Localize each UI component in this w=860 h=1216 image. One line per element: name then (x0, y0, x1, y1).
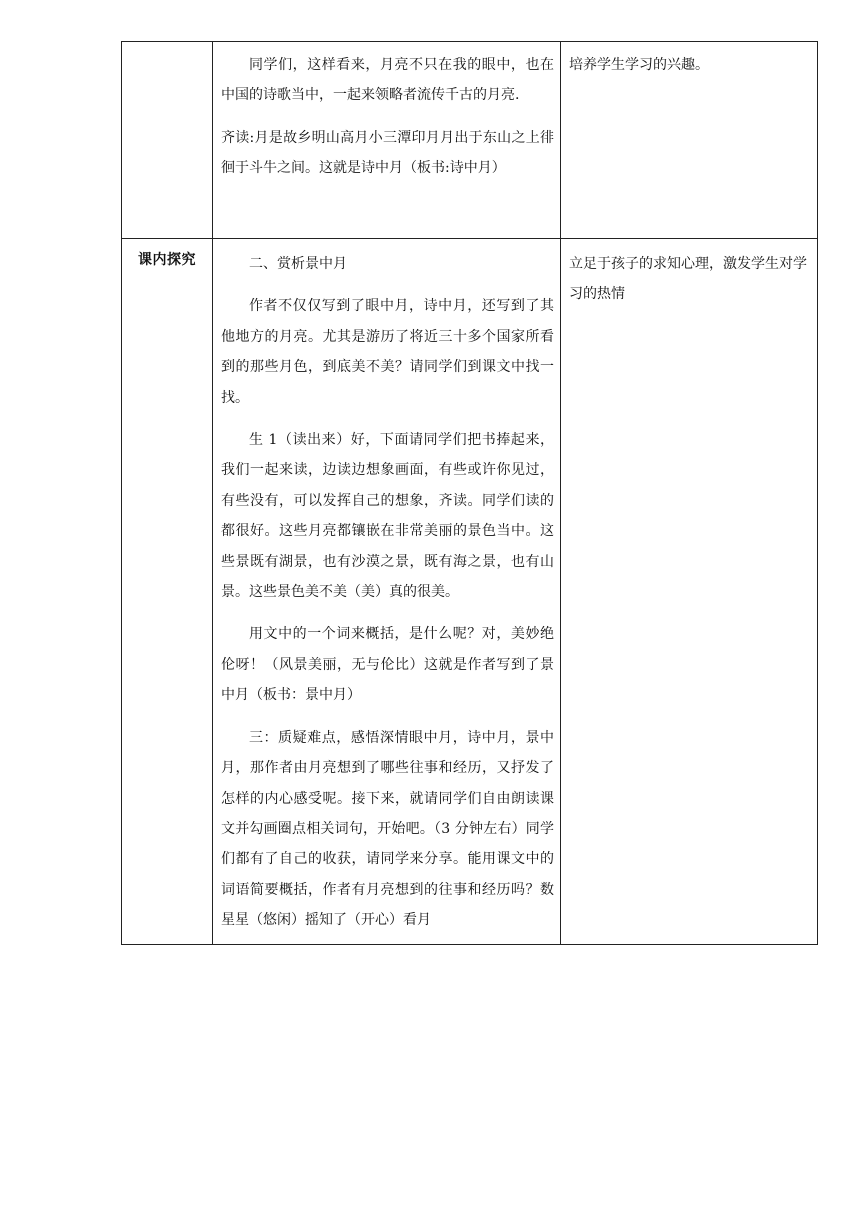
table-row (122, 42, 818, 239)
section-label-cell (122, 42, 213, 239)
teaching-content-cell (213, 42, 561, 239)
content-paragraph: 作者不仅仅写到了眼中月，诗中月，还写到了其他地方的月亮。尤其是游历了将近三十多个国家所看到的那些月色，到底美不美？请同学们到课文中找一找。 (221, 298, 554, 406)
design-intent-cell: 培养学生学习的兴趣。 (561, 42, 818, 239)
design-intent-cell: 立足于孩子的求知心理，激发学生对学习的热情 (561, 239, 818, 945)
content-paragraph: 二、赏析景中月 (249, 256, 347, 272)
lesson-plan-table (121, 41, 818, 945)
content-paragraph: 同学们，这样看来，月亮不只在我的眼中，也在中国的诗歌当中，一起来领略者流传千古的月亮. (221, 57, 554, 104)
teaching-content-cell (213, 239, 561, 945)
content-paragraph: 齐读:月是故乡明山高月小三潭印月月出于东山之上徘徊于斗牛之间。这就是诗中月（板书:诗中月） (221, 129, 554, 177)
content-paragraph: 三：质疑难点，感悟深情眼中月，诗中月，景中月，那作者由月亮想到了哪些往事和经历，又抒发了怎样的内心感受呢。接下来，就请同学们自由朗读课文并勾画圈点相关词句，开始吧。（3 分钟左右）同学们都有了自己的收获，请同学来分享。能用课文中的词语简要概括，作者有月亮想到的往事和经历吗？数星星（悠闲）摇知了（开心）看月 (221, 729, 554, 929)
content-paragraph: 生 1（读出来）好，下面请同学们把书捧起来，我们一起来读，边读边想象画面，有些或许你见过，有些没有，可以发挥自己的想象，齐读。同学们读的都很好。这些月亮都镶嵌在非常美丽的景色当中。这些景既有湖景，也有沙漠之景，既有海之景，也有山景。这些景色美不美（美）真的很美。 (221, 432, 554, 601)
table-row (122, 239, 818, 945)
content-paragraph: 用文中的一个词来概括，是什么呢？对，美妙绝伦呀！（风景美丽，无与伦比）这就是作者写到了景中月（板书：景中月） (221, 626, 554, 704)
section-label-cell: 课内探究 (122, 239, 213, 945)
